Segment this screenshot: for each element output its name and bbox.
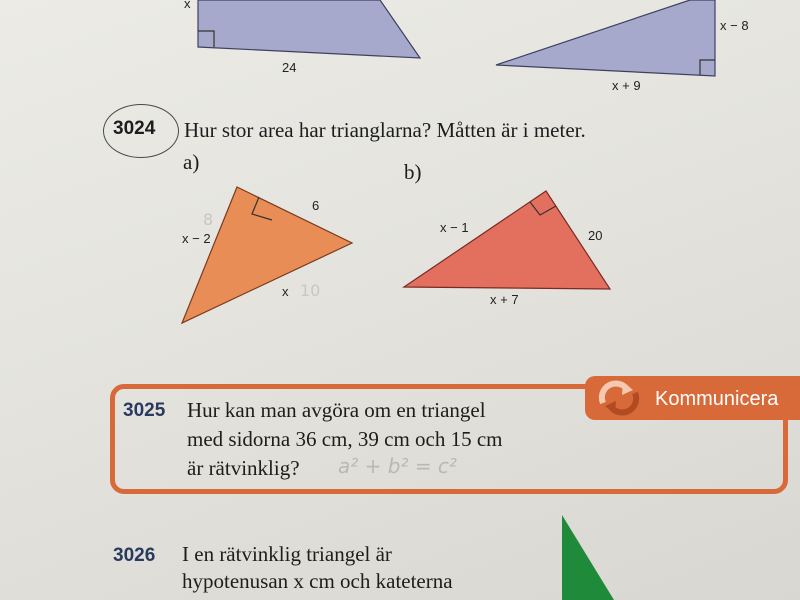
problem-3026-number: 3026 (113, 545, 156, 566)
triangle-b-base-label: x + 7 (490, 292, 519, 307)
top-left-triangle (198, 0, 420, 58)
handwritten-8: 8 (203, 210, 214, 229)
kommunicera-badge (585, 376, 800, 420)
problem-3024-prompt: Hur stor area har trianglarna? Måtten är i meter. (184, 118, 586, 142)
top-right-base-label: x + 9 (612, 78, 641, 93)
top-left-side-label: x (184, 0, 191, 11)
problem-3025-number: 3025 (123, 400, 166, 421)
problem-3024-a-label: a) (183, 150, 200, 174)
top-right-triangle (496, 0, 715, 76)
top-right-side-label: x − 8 (720, 18, 749, 33)
triangle-a-left-label: x − 2 (182, 231, 211, 246)
handwritten-10: 10 (300, 281, 321, 300)
triangle-a (182, 187, 352, 323)
problem-3025-line-2: med sidorna 36 cm, 39 cm och 15 cm (187, 427, 503, 451)
kommunicera-label: Kommunicera (655, 388, 779, 410)
triangle-b-right-label: 20 (588, 228, 603, 243)
triangle-a-top-label: 6 (312, 198, 320, 213)
handwritten-pythagoras: a² + b² = c² (338, 454, 457, 478)
problem-3025-line-1: Hur kan man avgöra om en triangel (187, 398, 486, 422)
green-triangle (562, 515, 614, 600)
problem-3024-number: 3024 (113, 118, 156, 139)
triangle-a-hyp-label: x (282, 284, 289, 299)
problem-3024-b-label: b) (404, 160, 422, 184)
problem-3025-line-3: är rätvinklig? (187, 456, 300, 480)
triangle-b (404, 191, 610, 289)
refresh-arrows-icon (593, 379, 645, 417)
top-left-base-label: 24 (282, 60, 297, 75)
problem-3026-line-1: I en rätvinklig triangel är (182, 542, 392, 566)
problem-3026-line-2: hypotenusan x cm och kateterna (182, 569, 453, 593)
triangle-b-left-label: x − 1 (440, 220, 469, 235)
